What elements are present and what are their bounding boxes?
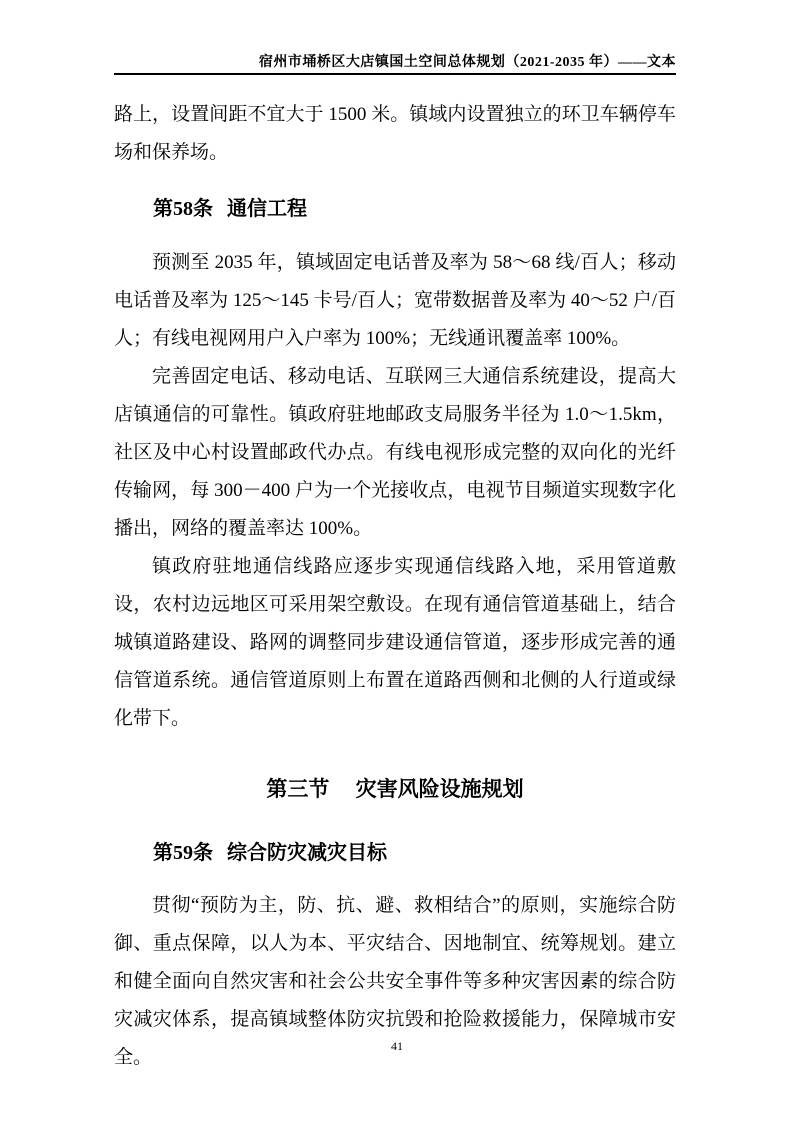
article-59-label: 第59条	[153, 842, 213, 864]
article-58-paragraph-2: 完善固定电话、移动电话、互联网三大通信系统建设，提高大店镇通信的可靠性。镇政府驻地邮政支局服务半径为 1.0～1.5km，社区及中心村设置邮政代办点。有线电视形成完整的双向化的光纤传输网，每 300－400 户为一个光接收点，电视节目频道实现数字化播出，网络的覆盖率达 100%。	[114, 366, 676, 539]
section-3-title: 灾害风险设施规划	[355, 777, 524, 801]
article-58-label: 第58条	[153, 198, 213, 220]
article-59-paragraph-1: 贯彻“预防为主，防、抗、避、救相结合”的原则，实施综合防御、重点保障，以人为本、平灾结合、因地制宜、统筹规划。建立和健全面向自然灾害和社会公共安全事件等多种灾害因素的综合防灾减灾体系，提高镇域整体防灾抗毁和抢险救援能力，保障城市安全。	[114, 895, 676, 1068]
article-58-title: 通信工程	[227, 198, 307, 220]
article-59-heading	[114, 834, 676, 872]
paragraph-continuation: 路上，设置间距不宜大于 1500 米。镇域内设置独立的环卫车辆停车场和保养场。	[114, 104, 676, 163]
page-header	[114, 54, 676, 75]
article-58-paragraph-3: 镇政府驻地通信线路应逐步实现通信线路入地，采用管道敷设，农村边远地区可采用架空敷设。在现有通信管道基础上，结合城镇道路建设、路网的调整同步建设通信管道，逐步形成完善的通信管道系统。通信管道原则上布置在道路西侧和北侧的人行道或绿化带下。	[114, 556, 676, 729]
page-number: 41	[391, 1039, 403, 1053]
section-3-heading	[114, 769, 676, 809]
article-58-paragraph-1: 预测至 2035 年，镇域固定电话普及率为 58～68 线/百人；移动电话普及率为 125～145 卡号/百人；宽带数据普及率为 40～52 户/百人；有线电视网用户入户率为 100%；无线通讯覆盖率 100%。	[114, 252, 676, 349]
article-59-title: 综合防灾减灾目标	[227, 842, 387, 864]
article-58-heading	[114, 190, 676, 228]
section-3-label: 第三节	[266, 777, 330, 801]
running-title: 宿州市埇桥区大店镇国土空间总体规划（2021-2035 年）——文本	[258, 55, 676, 70]
